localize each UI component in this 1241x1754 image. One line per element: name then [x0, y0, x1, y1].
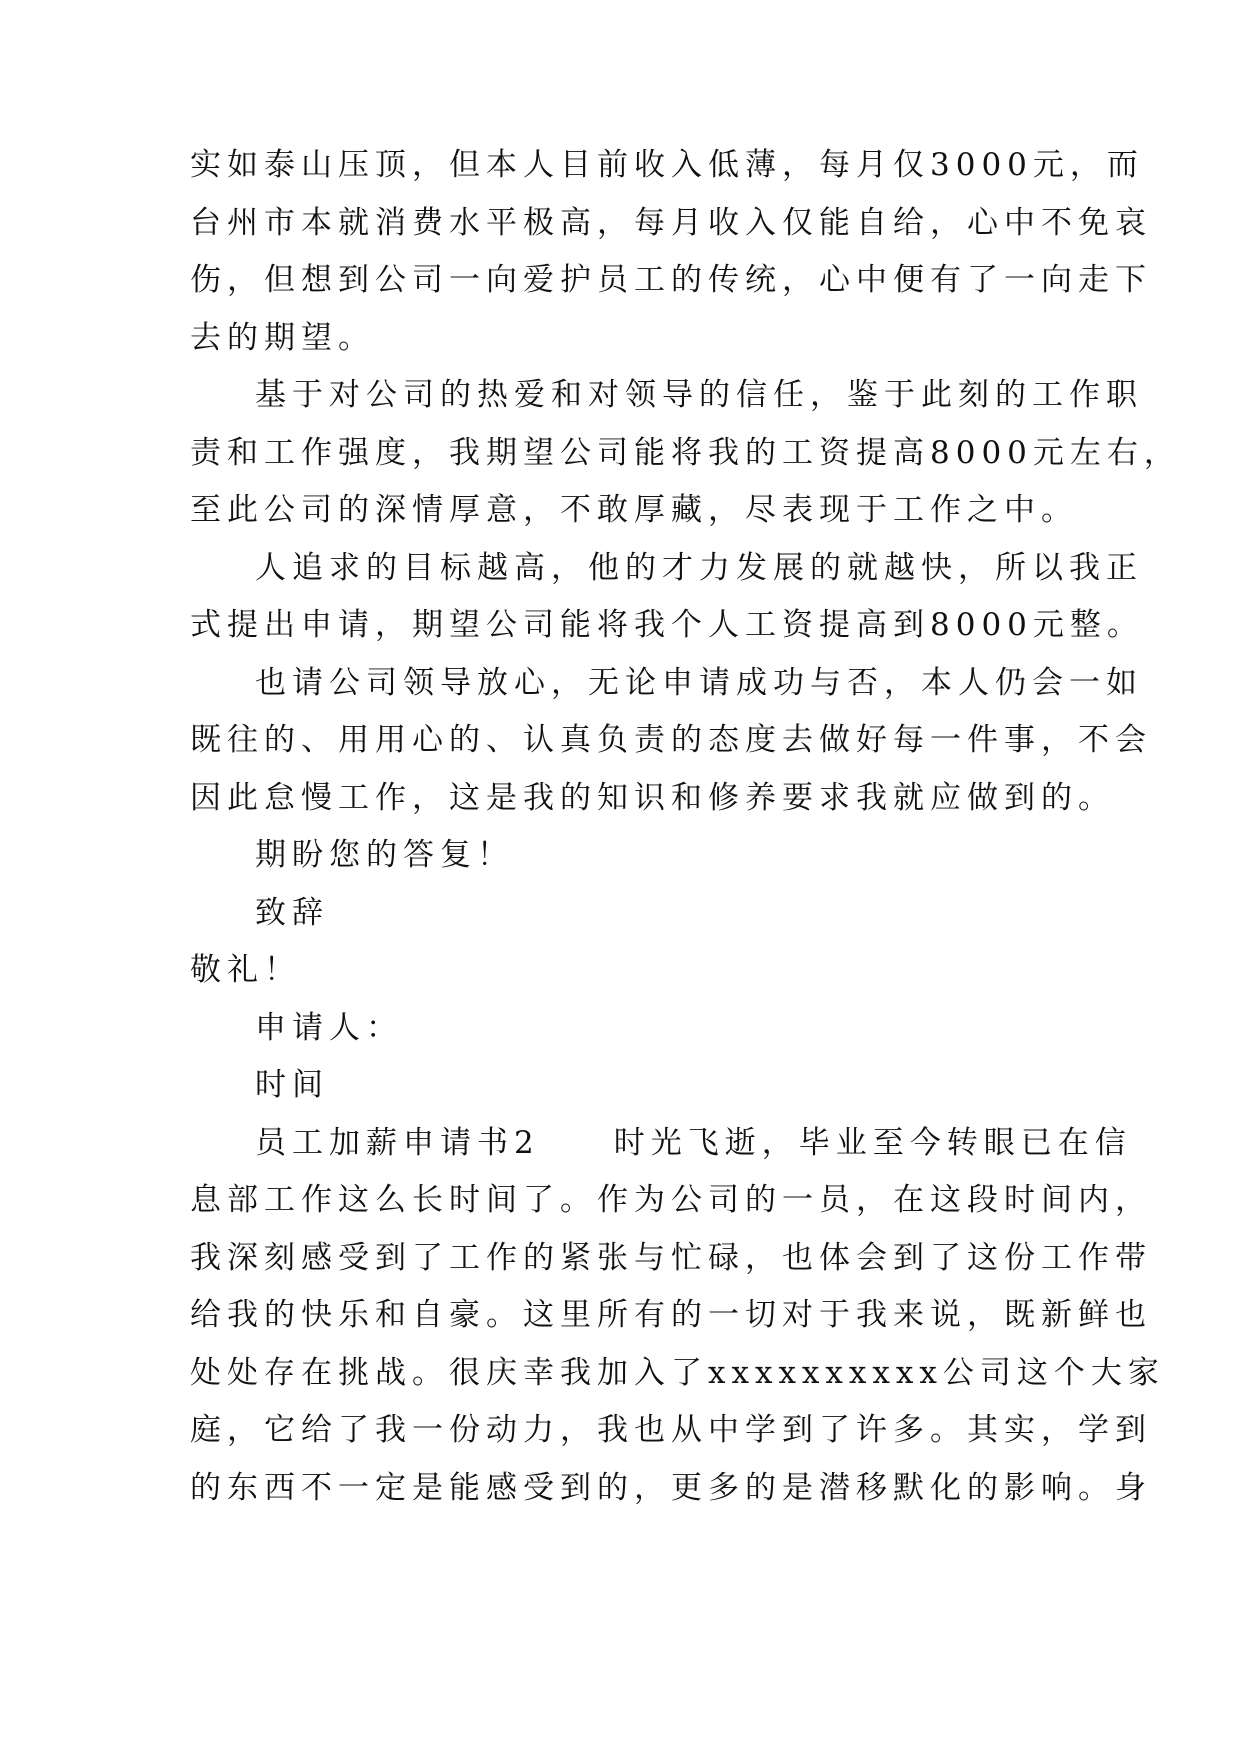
paragraph-line: 的东西不一定是能感受到的，更多的是潜移默化的影响。身: [190, 1470, 1152, 1506]
paragraph-line: 责和工作强度，我期望公司能将我的工资提高8000元左右，: [190, 435, 1181, 471]
paragraph-line: 人追求的目标越高，他的才力发展的就越快，所以我正: [255, 550, 1143, 586]
section-title-line: 员工加薪申请书2 时光飞逝，毕业至今转眼已在信: [255, 1125, 1132, 1161]
paragraph-line: 伤，但想到公司一向爱护员工的传统，心中便有了一向走下: [190, 262, 1152, 298]
paragraph-line: 息部工作这么长时间了。作为公司的一员，在这段时间内，: [190, 1182, 1152, 1218]
paragraph-line: 庭，它给了我一份动力，我也从中学到了许多。其实，学到: [190, 1412, 1152, 1448]
paragraph-line: 既往的、用用心的、认真负责的态度去做好每一件事，不会: [190, 722, 1152, 758]
paragraph-line: 式提出申请，期望公司能将我个人工资提高到8000元整。: [190, 607, 1144, 643]
paragraph-line: 因此怠慢工作，这是我的知识和修养要求我就应做到的。: [190, 780, 1115, 816]
closing-line: 期盼您的答复！: [255, 837, 514, 873]
paragraph-line: 给我的快乐和自豪。这里所有的一切对于我来说，既新鲜也: [190, 1297, 1152, 1333]
salutation-line: 敬礼！: [190, 952, 301, 988]
paragraph-line: 台州市本就消费水平极高，每月收入仅能自给，心中不免哀: [190, 205, 1152, 241]
signature-date: 时间: [255, 1067, 329, 1103]
paragraph-line: 我深刻感受到了工作的紧张与忙碌，也体会到了这份工作带: [190, 1240, 1152, 1276]
paragraph-line: 处处存在挑战。很庆幸我加入了xxxxxxxxxx公司这个大家: [190, 1355, 1165, 1391]
paragraph-line: 至此公司的深情厚意，不敢厚藏，尽表现于工作之中。: [190, 492, 1078, 528]
paragraph-line: 也请公司领导放心，无论申请成功与否，本人仍会一如: [255, 665, 1143, 701]
paragraph-line: 去的期望。: [190, 320, 375, 356]
signature-applicant: 申请人：: [255, 1010, 403, 1046]
salutation-line: 致辞: [255, 895, 329, 931]
paragraph-line: 基于对公司的热爱和对领导的信任，鉴于此刻的工作职: [255, 377, 1143, 413]
paragraph-line: 实如泰山压顶，但本人目前收入低薄，每月仅3000元，而: [190, 147, 1144, 183]
